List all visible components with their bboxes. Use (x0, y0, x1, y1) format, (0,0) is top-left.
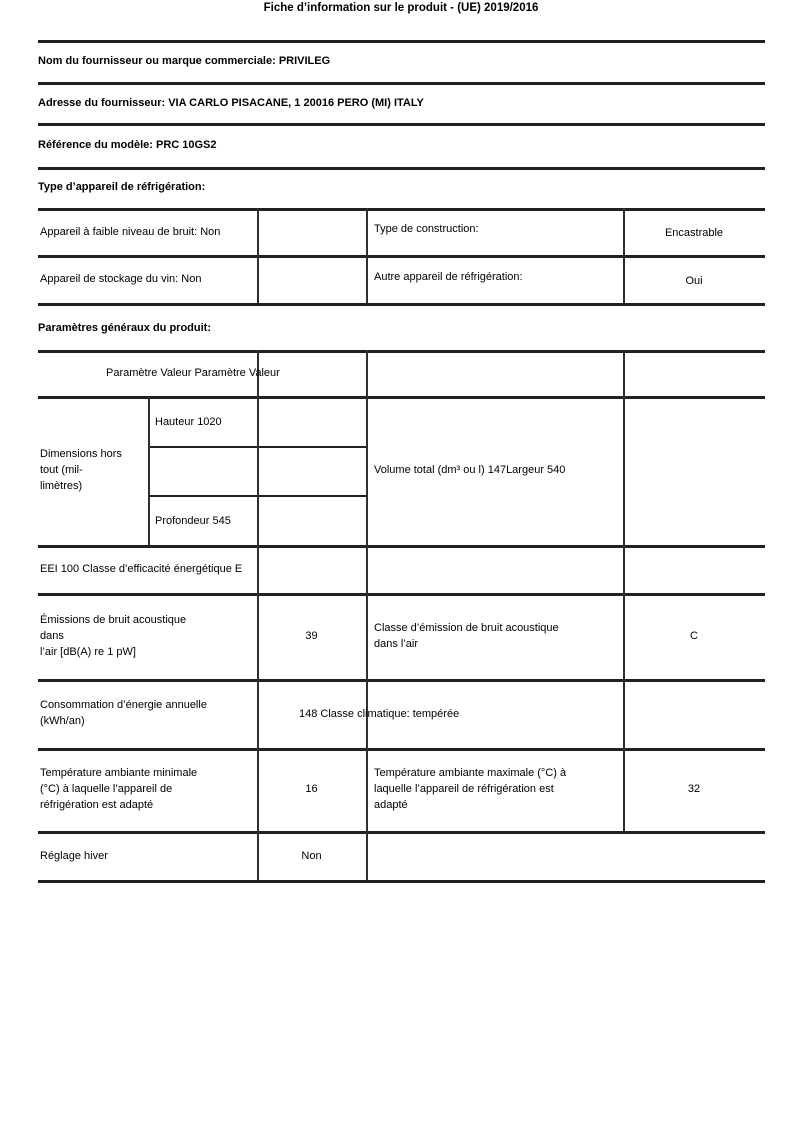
cell-construction-type-value: Encastrable (664, 227, 724, 239)
text-line: (kWh/an) (40, 715, 85, 727)
cell-depth: Profondeur 545 (155, 515, 231, 527)
table-row-divider (38, 831, 765, 834)
text-line: réfrigération est adapté (40, 799, 154, 811)
text-line: Émissions de bruit acoustique (40, 614, 187, 626)
h-divider (38, 82, 765, 85)
cell-wine-storage: Appareil de stockage du vin: Non (40, 273, 202, 285)
cell-temp-max-label (374, 765, 566, 813)
v-divider (257, 208, 259, 303)
cell-temp-max-value: 32 (687, 783, 701, 795)
cell-noise-label (40, 612, 186, 660)
v-divider (366, 350, 368, 880)
cell-energy-label (40, 697, 207, 729)
cell-other-appliance-value: Oui (685, 275, 703, 287)
text-line: adapté (374, 799, 408, 811)
cell-other-appliance-label: Autre appareil de réfrigération: (374, 271, 523, 283)
text-line: tout (mil- (40, 464, 83, 476)
v-divider (257, 350, 259, 880)
table-header-row: Paramètre Valeur Paramètre Valeur (106, 367, 280, 379)
h-divider (38, 123, 765, 126)
table-row-divider (38, 545, 765, 548)
text-line: l’air [dB(A) re 1 pW] (40, 646, 136, 658)
text-line: (°C) à laquelle l’appareil de (40, 783, 173, 795)
document-title: Fiche d’information sur le produit - (UE) 2019/2016 (263, 2, 539, 14)
cell-height: Hauteur 1020 (155, 416, 222, 428)
cell-construction-type-label: Type de construction: (374, 223, 479, 235)
model-reference-line: Référence du modèle: PRC 10GS2 (38, 139, 217, 151)
cell-noise-value: 39 (305, 630, 318, 642)
cell-temp-min-value: 16 (305, 783, 318, 795)
cell-eei: EEI 100 Classe d’efficacité énergétique E (40, 563, 243, 575)
table-border-bottom (38, 303, 765, 306)
table-row-divider (38, 679, 765, 682)
cell-winter-label: Réglage hiver (40, 850, 108, 862)
table-row-divider (38, 255, 765, 258)
cell-noise-class-label (374, 620, 559, 652)
text-line: dans l’air (374, 638, 419, 650)
cell-total-volume: Volume total (dm³ ou l) 147Largeur 540 (374, 464, 566, 476)
section-heading-type: Type d’appareil de réfrigération: (38, 181, 206, 193)
table-row-divider (38, 593, 765, 596)
cell-noise-class-value: C (690, 630, 698, 642)
cell-low-noise: Appareil à faible niveau de bruit: Non (40, 226, 221, 238)
v-divider (366, 208, 368, 303)
table-border-top (38, 350, 765, 353)
table-border-bottom (38, 880, 765, 883)
text-line: laquelle l’appareil de réfrigération est (374, 783, 554, 795)
h-divider (38, 40, 765, 43)
text-line: Dimensions hors (40, 448, 122, 460)
cell-energy-value: 148 Classe climatique: tempérée (299, 708, 460, 720)
supplier-address-line: Adresse du fournisseur: VIA CARLO PISACANE, 1 20016 PERO (MI) ITALY (38, 97, 424, 109)
cell-dimensions-label (40, 446, 122, 494)
table-row-divider (38, 748, 765, 751)
supplier-name-line: Nom du fournisseur ou marque commerciale: PRIVILEG (38, 55, 331, 67)
text-line: limètres) (40, 480, 83, 492)
text-line: Classe d’émission de bruit acoustique (374, 622, 559, 634)
v-divider (148, 396, 150, 545)
text-line: dans (40, 630, 64, 642)
section-heading-general: Paramètres généraux du produit: (38, 322, 211, 334)
cell-winter-value: Non (301, 850, 322, 862)
text-line: Température ambiante minimale (40, 767, 198, 779)
h-divider (38, 167, 765, 170)
cell-temp-min-label (40, 765, 197, 813)
text-line: Consommation d’énergie annuelle (40, 699, 207, 711)
table-border-top (38, 208, 765, 211)
v-divider (623, 350, 625, 831)
text-line: Température ambiante maximale (°C) à (374, 767, 567, 779)
